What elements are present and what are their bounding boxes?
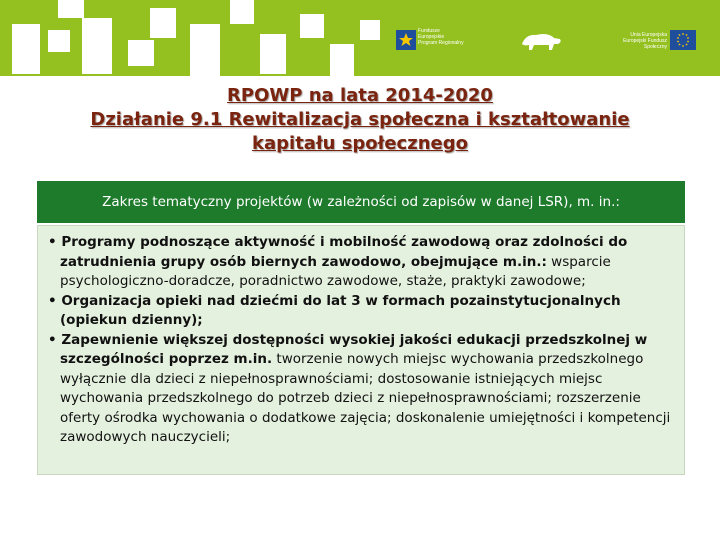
bullet-bold-text: • Organizacja opieki nad dziećmi do lat 3 w formach pozainstytucjonalnych (opiekun dzienny); (48, 292, 621, 328)
bullet-bold-text: • Zapewnienie większej dostępności wysokiej jakości edukacji przedszkolnej w szczególności poprzez m.in. (48, 331, 648, 367)
decorative-square (330, 44, 354, 76)
page-title (60, 84, 660, 156)
bullet-bold-text: • Programy podnoszące aktywność i mobilność zawodową oraz zdolności do zatrudnienia grupy osób biernych zawodowo, obejmujące m.in.: (48, 234, 628, 270)
logo-eu-text: Unia Europejska Europejski Fundusz Społeczny (623, 32, 667, 50)
decorative-square (190, 24, 220, 76)
title-line-2: Działanie 9.1 Rewitalizacja społeczna i kształtowanie (90, 109, 630, 130)
bullet-text: wsparcie psychologiczno-doradcze, poradnictwo zawodowe, staże, praktyki zawodowe; (60, 253, 611, 289)
decorative-square (300, 14, 324, 38)
list-item (48, 331, 674, 448)
topic-header-bar (37, 181, 685, 223)
decorative-square (260, 34, 286, 74)
title-line-3: kapitału społecznego (252, 133, 468, 154)
content-box (37, 225, 685, 475)
logo-fe-text: Fundusze Europejskie Program Regionalny (418, 28, 464, 46)
decorative-square (128, 40, 154, 66)
decorative-square (230, 0, 254, 24)
decorative-square (12, 24, 40, 74)
decorative-square (360, 20, 380, 40)
logo-fundusze-europejskie (396, 26, 466, 56)
list-item (48, 233, 674, 292)
decorative-square (82, 18, 112, 74)
bullet-text: tworzenie nowych miejsc wychowania przedszkolnego wyłącznie dla dzieci z niepełnosprawnościami; dostosowanie istniejących miejsc wychowania przedszkolnego do potrzeb dzieci z niepełnosprawnościami; rozszerzenie oferty ośrodka wychowania o dodatkowe zajęcia; doskonalenie umiejętności i kompetencji zawodowych nauczycieli; (60, 351, 671, 445)
logo-podlaskie-bison (518, 30, 566, 52)
eu-flag-icon (670, 30, 696, 50)
topic-header-text: Zakres tematyczny projektów (w zależności od zapisów w danej LSR), m. in.: (102, 194, 620, 210)
decorative-square (48, 30, 70, 52)
title-line-1: RPOWP na lata 2014-2020 (227, 85, 493, 106)
list-item (48, 292, 674, 331)
fe-star-icon (396, 30, 416, 50)
header-band (0, 0, 720, 76)
decorative-square (150, 8, 176, 38)
decorative-square (58, 0, 84, 18)
